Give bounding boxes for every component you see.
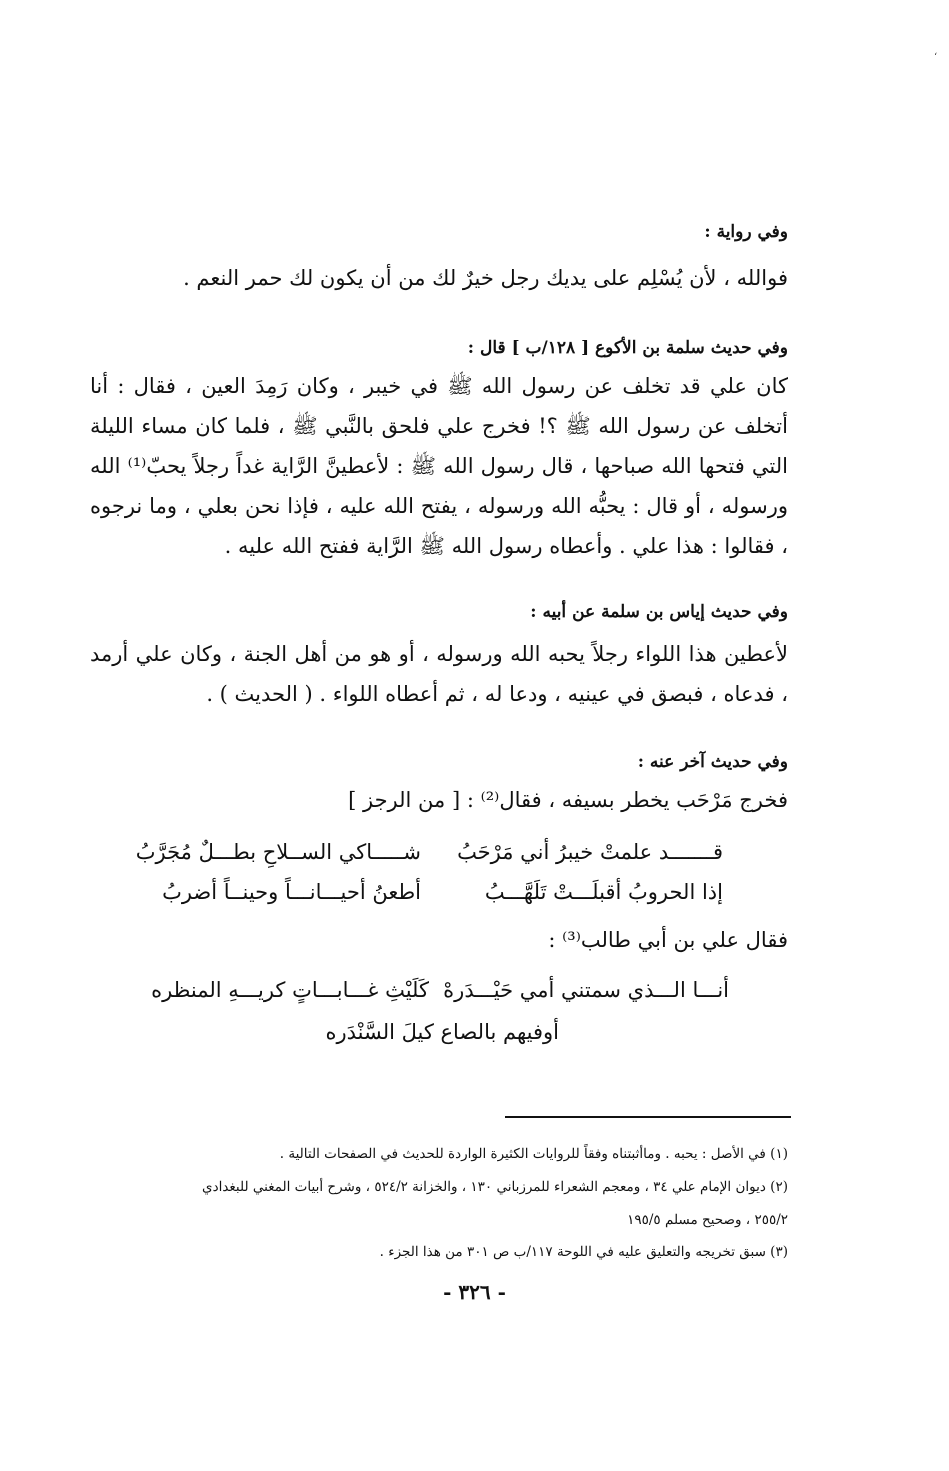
page-number: - ٣٢٦ - (443, 1280, 506, 1304)
poem1-line1-right: قـــــــد علمتْ خيبرُ أني مَرْحَبُ (457, 840, 723, 864)
poem1-line1-left: شـــــاكي الســلاحِ بطـــلٌ مُجَرَّبُ (135, 840, 421, 864)
section-body-salama: كان علي قد تخلف عن رسول الله ﷺ في خيبر ، وكان رَمِدَ العين ، فقال : أنا أتخلف عن رسول الله ﷺ ؟! فخرج علي فلحق بالنَّبي ﷺ ، فلما كان مساء الليلة التي فتحها الله صباحها ، قال رسول الله ﷺ : لأعطينَّ الرَّاية غداً رجلاً يحبّ⁽¹⁾ الله ورسوله ، أو قال : يحبُّه الله ورسوله ، يفتح الله عليه ، فإذا نحن بعلي ، وما نرجوه ، فقالوا : هذا علي . وأعطاه رسول الله ﷺ الرَّاية ففتح الله عليه . (90, 374, 789, 558)
poem1-line2-right: إذا الحروبُ أقبلَـــتْ تَلَهَّـــبُ (484, 880, 723, 904)
poem2-line1-right: أنـــا الـــذي سمتني أمي حَيْـــدَرهْ (443, 978, 729, 1002)
poem1-line2-left: أطعنُ أحيـــانـــاً وحينــاً أضربُ (162, 880, 421, 904)
footnote-2-continued: ٢٥٥/٢ ، وصحيح مسلم ١٩٥/٥ (627, 1212, 788, 1228)
footnote-3: (٣) سبق تخريجه والتعليق عليه في اللوحة ١١٧/ب ص ٣٠١ من هذا الجزء . (379, 1244, 788, 1260)
section-heading-riwaya: وفي رواية : (704, 222, 788, 242)
section-heading-akhar: وفي حديث آخر عنه : (637, 752, 788, 772)
poem2-intro: فقال علي بن أبي طالب⁽³⁾ : (548, 928, 788, 952)
footnote-separator (505, 1116, 791, 1118)
footnote-2: (٢) ديوان الإمام علي ٣٤ ، ومعجم الشعراء للمرزباني ١٣٠ ، والخزانة ٥٢٤/٢ ، وشرح أبيات المغني للبغدادي (202, 1179, 788, 1195)
section-heading-salama: وفي حديث سلمة بن الأكوع [ ١٢٨/ب ] قال : (467, 338, 788, 358)
section-intro-marhab: فخرج مَرْحَب يخطر بسيفه ، فقال⁽²⁾ : [ من الرجز ] (348, 788, 788, 812)
corner-mark: ‘ (934, 52, 938, 63)
footnote-1: (١) في الأصل : يحبه . وماأثبتناه وفقاً للروايات الكثيرة الواردة للحديث في الصفحات التالية . (279, 1146, 788, 1162)
section-heading-iyas: وفي حديث إياس بن سلمة عن أبيه : (530, 602, 788, 622)
section-body-iyas: لأعطين هذا اللواء رجلاً يحبه الله ورسوله ، أو هو من أهل الجنة ، وكان علي أرمد ، فدعاه ، فبصق في عينيه ، ودعا له ، ثم أعطاه اللواء . ( الحديث ) . (90, 642, 788, 706)
section-body-riwaya: فوالله ، لأن يُسْلِم على يديك رجل خيرٌ لك من أن يكون لك حمر النعم . (183, 266, 788, 290)
poem2-line2: أوفيهم بالصاع كيلَ السَّنْدَره (325, 1020, 559, 1044)
poem2-line1-left: كَلَيْثِ غـــابـــاتٍ كريـــهِ المنظره (151, 978, 429, 1002)
